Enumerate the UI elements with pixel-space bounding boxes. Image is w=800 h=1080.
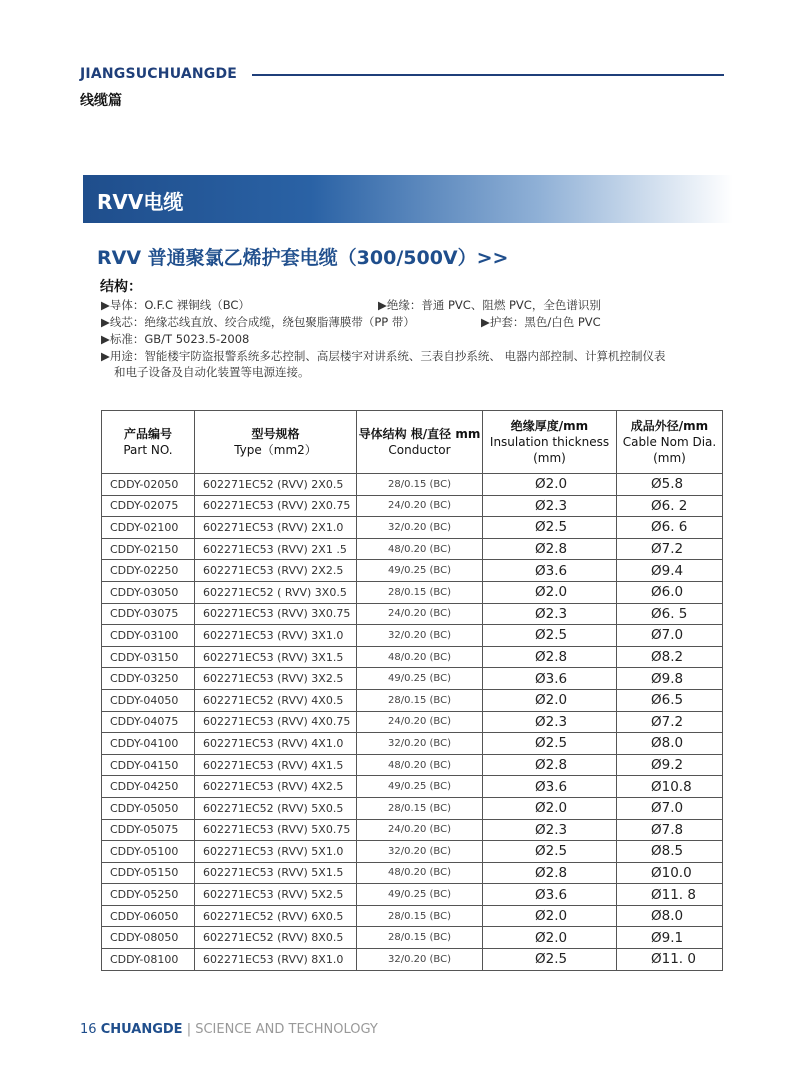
diameter-cell: Ø8.0	[617, 733, 723, 755]
header-type: 型号规格 Type（mm2）	[195, 411, 357, 474]
diameter-cell: Ø9.2	[617, 754, 723, 776]
structure-title: 结构：	[100, 279, 142, 295]
spec-insulation: ▶绝缘：普通 PVC、阻燃 PVC，全色谱识别	[378, 298, 601, 312]
page-footer	[80, 1022, 378, 1037]
part-no-cell: CDDY-05050	[102, 797, 195, 819]
insulation-cell: Ø2.0	[483, 689, 617, 711]
insulation-cell: Ø2.5	[483, 949, 617, 971]
part-no-cell: CDDY-05100	[102, 841, 195, 863]
part-no-cell: CDDY-08050	[102, 927, 195, 949]
table-header-row	[102, 411, 723, 474]
insulation-cell: Ø2.0	[483, 474, 617, 496]
conductor-cell: 24/0.20 (BC)	[357, 495, 483, 517]
table-row	[102, 581, 723, 603]
conductor-cell: 28/0.15 (BC)	[357, 797, 483, 819]
part-no-cell: CDDY-02075	[102, 495, 195, 517]
diameter-cell: Ø9.1	[617, 927, 723, 949]
type-cell: 602271EC53 (RVV) 3X1.5	[195, 646, 357, 668]
type-cell: 602271EC53 (RVV) 8X1.0	[195, 949, 357, 971]
table-row	[102, 819, 723, 841]
part-no-cell: CDDY-05150	[102, 862, 195, 884]
part-no-cell: CDDY-02150	[102, 538, 195, 560]
insulation-cell: Ø2.3	[483, 711, 617, 733]
conductor-cell: 32/0.20 (BC)	[357, 625, 483, 647]
type-cell: 602271EC52 ( RVV) 3X0.5	[195, 581, 357, 603]
part-no-cell: CDDY-04075	[102, 711, 195, 733]
header-insulation: 绝缘厚度/mm Insulation thickness (mm)	[483, 411, 617, 474]
diameter-cell: Ø7.0	[617, 625, 723, 647]
conductor-cell: 28/0.15 (BC)	[357, 927, 483, 949]
type-cell: 602271EC52 (RVV) 4X0.5	[195, 689, 357, 711]
insulation-cell: Ø2.8	[483, 754, 617, 776]
brand-name: JIANGSUCHUANGDE	[80, 66, 238, 82]
section-banner	[83, 175, 733, 223]
table-row	[102, 905, 723, 927]
part-no-cell: CDDY-02250	[102, 560, 195, 582]
insulation-cell: Ø3.6	[483, 560, 617, 582]
diameter-cell: Ø9.4	[617, 560, 723, 582]
product-heading: RVV 普通聚氯乙烯护套电缆（300/500V）>>	[97, 247, 509, 269]
insulation-cell: Ø3.6	[483, 668, 617, 690]
table-row	[102, 884, 723, 906]
table-row	[102, 603, 723, 625]
insulation-cell: Ø2.0	[483, 905, 617, 927]
type-cell: 602271EC53 (RVV) 2X1.0	[195, 517, 357, 539]
part-no-cell: CDDY-05250	[102, 884, 195, 906]
header-rule	[252, 74, 724, 76]
diameter-cell: Ø7.2	[617, 538, 723, 560]
conductor-cell: 48/0.20 (BC)	[357, 538, 483, 560]
conductor-cell: 24/0.20 (BC)	[357, 819, 483, 841]
diameter-cell: Ø7.2	[617, 711, 723, 733]
table-row	[102, 668, 723, 690]
spec-usage: ▶用途：智能楼宇防盗报警系统多芯控制、高层楼宇对讲系统、三表自抄系统、 电器内部控制、计算机控制仪表	[101, 349, 666, 363]
insulation-cell: Ø2.5	[483, 841, 617, 863]
conductor-cell: 28/0.15 (BC)	[357, 581, 483, 603]
header-conductor: 导体结构 根/直径 mm Conductor	[357, 411, 483, 474]
conductor-cell: 28/0.15 (BC)	[357, 905, 483, 927]
header-part-no: 产品编号 Part NO.	[102, 411, 195, 474]
part-no-cell: CDDY-04100	[102, 733, 195, 755]
diameter-cell: Ø7.0	[617, 797, 723, 819]
conductor-cell: 49/0.25 (BC)	[357, 776, 483, 798]
conductor-cell: 48/0.20 (BC)	[357, 862, 483, 884]
spec-conductor: ▶导体：O.F.C 裸铜线（BC）	[101, 298, 250, 312]
part-no-cell: CDDY-03050	[102, 581, 195, 603]
table-row	[102, 949, 723, 971]
part-no-cell: CDDY-03075	[102, 603, 195, 625]
spec-table	[101, 410, 723, 971]
diameter-cell: Ø10.0	[617, 862, 723, 884]
diameter-cell: Ø10.8	[617, 776, 723, 798]
part-no-cell: CDDY-04050	[102, 689, 195, 711]
insulation-cell: Ø2.5	[483, 517, 617, 539]
insulation-cell: Ø2.5	[483, 625, 617, 647]
diameter-cell: Ø7.8	[617, 819, 723, 841]
type-cell: 602271EC53 (RVV) 3X2.5	[195, 668, 357, 690]
type-cell: 602271EC53 (RVV) 3X0.75	[195, 603, 357, 625]
table-row	[102, 733, 723, 755]
conductor-cell: 24/0.20 (BC)	[357, 603, 483, 625]
footer-brand: CHUANGDE	[100, 1022, 183, 1037]
conductor-cell: 49/0.25 (BC)	[357, 884, 483, 906]
part-no-cell: CDDY-02050	[102, 474, 195, 496]
table-row	[102, 776, 723, 798]
diameter-cell: Ø6.0	[617, 581, 723, 603]
type-cell: 602271EC53 (RVV) 5X2.5	[195, 884, 357, 906]
type-cell: 602271EC53 (RVV) 2X1 .5	[195, 538, 357, 560]
type-cell: 602271EC53 (RVV) 2X2.5	[195, 560, 357, 582]
section-label: 线缆篇	[80, 93, 122, 109]
part-no-cell: CDDY-08100	[102, 949, 195, 971]
table-row	[102, 625, 723, 647]
diameter-cell: Ø11. 8	[617, 884, 723, 906]
diameter-cell: Ø5.8	[617, 474, 723, 496]
diameter-cell: Ø8.5	[617, 841, 723, 863]
part-no-cell: CDDY-03150	[102, 646, 195, 668]
conductor-cell: 32/0.20 (BC)	[357, 733, 483, 755]
insulation-cell: Ø2.0	[483, 927, 617, 949]
insulation-cell: Ø2.3	[483, 819, 617, 841]
table-row	[102, 862, 723, 884]
banner-title: RVV电缆	[97, 190, 184, 214]
spec-standard: ▶标准：GB/T 5023.5-2008	[101, 332, 250, 346]
type-cell: 602271EC53 (RVV) 3X1.0	[195, 625, 357, 647]
type-cell: 602271EC53 (RVV) 4X2.5	[195, 776, 357, 798]
insulation-cell: Ø2.8	[483, 646, 617, 668]
table-row	[102, 646, 723, 668]
conductor-cell: 24/0.20 (BC)	[357, 711, 483, 733]
header-diameter: 成品外径/mm Cable Nom Dia. (mm)	[617, 411, 723, 474]
part-no-cell: CDDY-04250	[102, 776, 195, 798]
insulation-cell: Ø2.3	[483, 603, 617, 625]
insulation-cell: Ø3.6	[483, 776, 617, 798]
diameter-cell: Ø8.0	[617, 905, 723, 927]
table-row	[102, 689, 723, 711]
part-no-cell: CDDY-04150	[102, 754, 195, 776]
type-cell: 602271EC53 (RVV) 4X1.0	[195, 733, 357, 755]
diameter-cell: Ø11. 0	[617, 949, 723, 971]
insulation-cell: Ø2.0	[483, 581, 617, 603]
diameter-cell: Ø6. 6	[617, 517, 723, 539]
table-row	[102, 538, 723, 560]
diameter-cell: Ø6. 5	[617, 603, 723, 625]
insulation-cell: Ø2.8	[483, 862, 617, 884]
spec-sheath: ▶护套：黑色/白色 PVC	[481, 315, 601, 329]
insulation-cell: Ø2.3	[483, 495, 617, 517]
insulation-cell: Ø2.8	[483, 538, 617, 560]
diameter-cell: Ø6.5	[617, 689, 723, 711]
footer-tagline: SCIENCE AND TECHNOLOGY	[195, 1022, 378, 1037]
part-no-cell: CDDY-05075	[102, 819, 195, 841]
part-no-cell: CDDY-03100	[102, 625, 195, 647]
diameter-cell: Ø8.2	[617, 646, 723, 668]
conductor-cell: 49/0.25 (BC)	[357, 560, 483, 582]
conductor-cell: 28/0.15 (BC)	[357, 689, 483, 711]
insulation-cell: Ø2.5	[483, 733, 617, 755]
type-cell: 602271EC53 (RVV) 4X1.5	[195, 754, 357, 776]
part-no-cell: CDDY-03250	[102, 668, 195, 690]
table-row	[102, 495, 723, 517]
type-cell: 602271EC53 (RVV) 5X1.0	[195, 841, 357, 863]
conductor-cell: 49/0.25 (BC)	[357, 668, 483, 690]
table-row	[102, 754, 723, 776]
diameter-cell: Ø9.8	[617, 668, 723, 690]
table-row	[102, 927, 723, 949]
type-cell: 602271EC53 (RVV) 4X0.75	[195, 711, 357, 733]
conductor-cell: 32/0.20 (BC)	[357, 841, 483, 863]
part-no-cell: CDDY-02100	[102, 517, 195, 539]
table-row	[102, 560, 723, 582]
table-row	[102, 711, 723, 733]
type-cell: 602271EC52 (RVV) 8X0.5	[195, 927, 357, 949]
diameter-cell: Ø6. 2	[617, 495, 723, 517]
type-cell: 602271EC53 (RVV) 5X0.75	[195, 819, 357, 841]
conductor-cell: 48/0.20 (BC)	[357, 754, 483, 776]
conductor-cell: 28/0.15 (BC)	[357, 474, 483, 496]
type-cell: 602271EC53 (RVV) 2X0.75	[195, 495, 357, 517]
table-row	[102, 797, 723, 819]
conductor-cell: 48/0.20 (BC)	[357, 646, 483, 668]
type-cell: 602271EC52 (RVV) 6X0.5	[195, 905, 357, 927]
table-row	[102, 841, 723, 863]
type-cell: 602271EC52 (RVV) 2X0.5	[195, 474, 357, 496]
conductor-cell: 32/0.20 (BC)	[357, 949, 483, 971]
type-cell: 602271EC53 (RVV) 5X1.5	[195, 862, 357, 884]
table-row	[102, 474, 723, 496]
type-cell: 602271EC52 (RVV) 5X0.5	[195, 797, 357, 819]
insulation-cell: Ø2.0	[483, 797, 617, 819]
page-number: 16	[80, 1022, 97, 1037]
part-no-cell: CDDY-06050	[102, 905, 195, 927]
insulation-cell: Ø3.6	[483, 884, 617, 906]
footer-separator: |	[186, 1022, 192, 1037]
spec-core: ▶线芯：绝缘芯线直放、绞合成缆，绕包聚脂薄膜带（PP 带）	[101, 315, 415, 329]
table-row	[102, 517, 723, 539]
spec-usage-cont: 和电子设备及自动化装置等电源连接。	[114, 365, 310, 379]
conductor-cell: 32/0.20 (BC)	[357, 517, 483, 539]
